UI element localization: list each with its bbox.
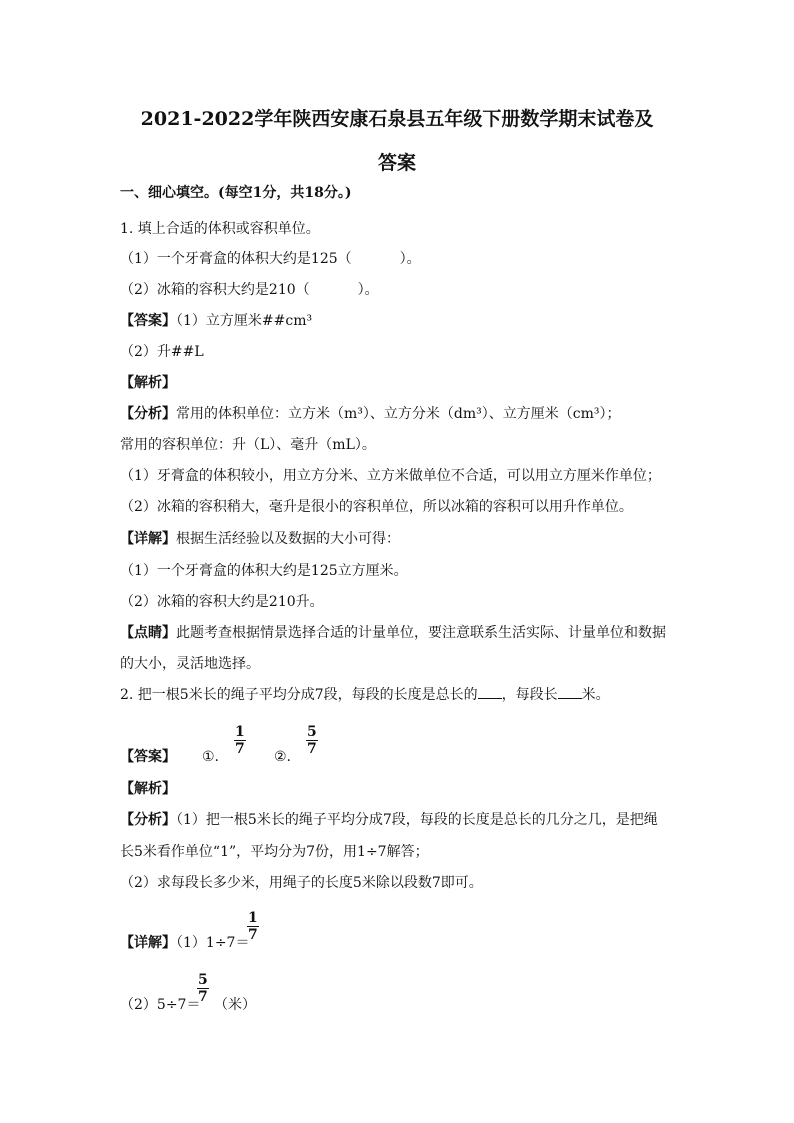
q1-dianjing-1: [120, 624, 666, 642]
fenxi-text: 常用的体积单位：立方米（m³）、立方分米（dm³）、立方厘米（cm³）；: [176, 406, 621, 422]
q2-ans1-mark: ①.: [202, 749, 220, 765]
answer-text: （1）立方厘米##cm³: [176, 313, 313, 329]
q2-stem-b: ，每段长: [501, 687, 558, 703]
fenxi-tag: 【分析】: [120, 406, 176, 422]
q2-xiangjie-2: （2）5÷7＝: [120, 997, 201, 1013]
q2-stem-c: 米。: [581, 687, 610, 703]
q2-blank-2: [558, 686, 582, 699]
q1-part2-close: ）。: [357, 282, 379, 298]
doc-title-line2: 答案: [377, 152, 416, 174]
q1-part1-text: （1）一个牙膏盒的体积大约是125（: [120, 251, 352, 267]
q2-ans1-numerator: 1: [235, 724, 245, 740]
q1-fenxi-2: 常用的容积单位：升（L）、毫升（mL）。: [120, 437, 376, 453]
xiangjie-tag: 【详解】: [120, 935, 176, 951]
q2-stem: [120, 686, 610, 704]
q2-ans2-fraction: [306, 724, 318, 757]
q1-fenxi-3: （1）牙膏盒的体积较小，用立方分米、立方米做单位不合适，可以用立方厘米作单位；: [120, 468, 661, 484]
xiangjie-expr-1: （1）1÷7＝: [176, 935, 250, 951]
xiangjie-tag: 【详解】: [120, 531, 176, 547]
q2-blank-1: [478, 686, 502, 699]
q1-part1-close: ）。: [399, 251, 421, 267]
xiangjie-text: 根据生活经验以及数据的大小可得：: [176, 531, 400, 547]
q2-xj2-denominator: 7: [198, 989, 208, 1005]
q2-ans1-denominator: 7: [235, 741, 245, 757]
q2-xj1-numerator: 1: [248, 910, 258, 926]
q2-fenxi-2: 长5米看作单位“1”，平均分为7份，用1÷7解答；: [120, 844, 429, 860]
q1-part1: [120, 250, 421, 268]
q1-part2-text: （2）冰箱的容积大约是210（: [120, 282, 310, 298]
q2-xiangjie-2-unit: （米）: [214, 997, 256, 1013]
q2-ans1-fraction: [234, 724, 246, 757]
q2-xj2-numerator: 5: [198, 972, 208, 988]
q1-dianjing-2: 的大小，灵活地选择。: [120, 656, 260, 672]
q1-answer-1: [120, 312, 312, 330]
q2-answer-tag: 【答案】: [120, 749, 176, 765]
answer-tag: 【答案】: [120, 313, 176, 329]
q1-xiangjie-1: [120, 530, 400, 548]
q1-xiangjie-2: （1）一个牙膏盒的体积大约是125立方厘米。: [120, 563, 408, 579]
q2-jiexi-tag: 【解析】: [120, 781, 176, 797]
q2-xiangjie-1: [120, 934, 249, 952]
doc-title-line1: 2021-2022学年陕西安康石泉县五年级下册数学期末试卷及: [140, 108, 654, 130]
q2-ans2-denominator: 7: [307, 741, 317, 757]
fenxi-tag: 【分析】: [120, 812, 176, 828]
fenxi-text: （1）把一根5米长的绳子平均分成7段，每段的长度是总长的几分之几，是把绳: [176, 812, 658, 828]
q2-fenxi-3: （2）求每段长多少米，用绳子的长度5米除以段数7即可。: [120, 875, 483, 891]
q2-fenxi-1: [120, 811, 658, 829]
q2-xiangjie-1-fraction: [247, 910, 259, 943]
dianjing-tag: 【点睛】: [120, 625, 176, 641]
q2-xiangjie-2-fraction: [197, 972, 209, 1005]
q1-xiangjie-3: （2）冰箱的容积大约是210升。: [120, 594, 324, 610]
q2-xj1-denominator: 7: [248, 927, 258, 943]
q1-part2: [120, 281, 379, 299]
q1-answer-2: （2）升##L: [120, 344, 204, 360]
q1-stem: 1. 填上合适的体积或容积单位。: [120, 221, 320, 237]
q1-fenxi-1: [120, 405, 620, 423]
q1-fenxi-4: （2）冰箱的容积稍大，毫升是很小的容积单位，所以冰箱的容积可以用升作单位。: [120, 499, 633, 515]
q2-ans2-mark: ②.: [274, 749, 292, 765]
q2-ans2-numerator: 5: [307, 724, 317, 740]
q2-stem-a: 2. 把一根5米长的绳子平均分成7段，每段的长度是总长的: [120, 687, 478, 703]
section-heading: 一、细心填空。(每空1分，共18分。): [120, 185, 352, 201]
q1-jiexi-tag: 【解析】: [120, 375, 176, 391]
dianjing-text: 此题考查根据情景选择合适的计量单位，要注意联系生活实际、计量单位和数据: [176, 625, 666, 641]
